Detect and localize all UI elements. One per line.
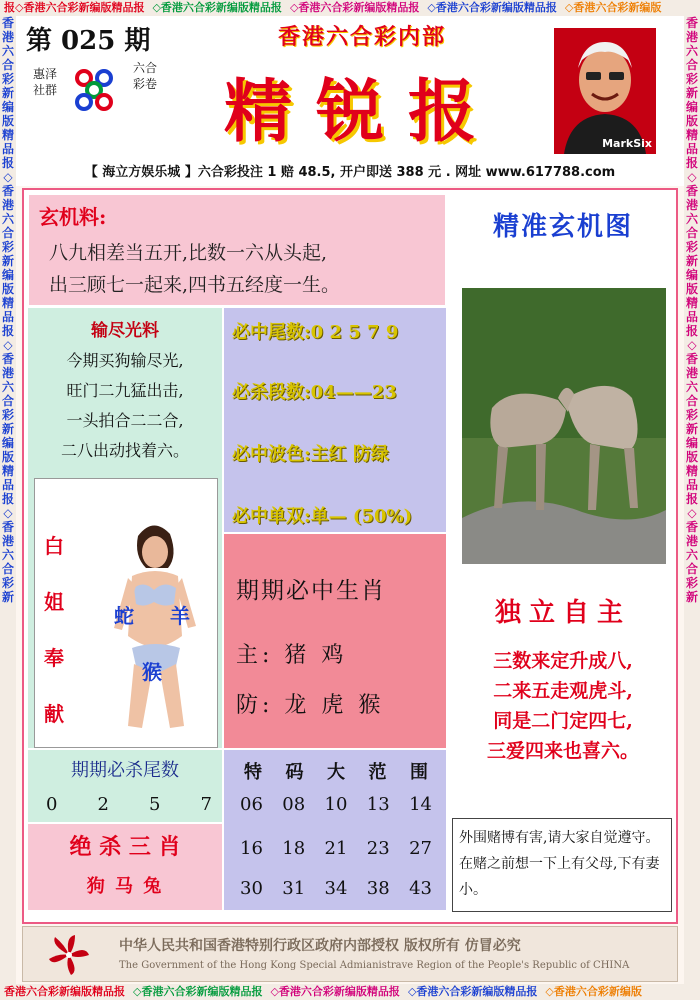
tema-header-3: 大 <box>327 762 345 783</box>
shujin-section <box>28 308 222 476</box>
issue-number: 第 025 期 <box>26 26 151 56</box>
marquee-top-1: 报◇香港六合彩新编版精品报 <box>4 1 145 14</box>
marquee-top-3: ◇香港六合彩新编版精品报 <box>289 1 420 14</box>
newspaper-title: 精锐报 <box>223 72 500 152</box>
baijie-word-1: 蛇 <box>114 604 134 628</box>
tema-header-5: 围 <box>410 762 428 783</box>
baijie-section <box>28 476 222 748</box>
footer-en: The Government of the Hong Kong Special Admianistrave Region of the People's Republic of CHINA <box>119 960 630 971</box>
bisha-digit-3: 5 <box>149 794 161 815</box>
prediction-row-3 <box>232 440 389 466</box>
duli-line-1: 三数来定升成八, <box>493 650 633 672</box>
shujin-line-2: 旺门二九猛出击, <box>66 381 184 400</box>
predictions-section <box>224 308 446 532</box>
baijie-char-4: 献 <box>44 702 64 726</box>
footer-cn: 中华人民共和国香港特别行政区政府内部授权 版权所有 仿冒必究 <box>119 938 521 954</box>
warning-box <box>452 818 672 912</box>
marquee-bottom-4: ◇香港六合彩新编版精品报 <box>407 985 538 998</box>
tema-cell: 08 <box>282 794 306 815</box>
bauhinia-emblem-icon <box>45 931 93 979</box>
tema-cell: 14 <box>409 794 432 815</box>
xuanji-tu-title: 精准玄机图 <box>492 212 633 242</box>
baijie-char-1: 白 <box>44 534 64 558</box>
lottery-balls-icon <box>70 66 118 114</box>
tema-cell: 06 <box>240 794 263 815</box>
prediction-value-1: 0 2 5 7 9 <box>310 322 399 343</box>
tema-cell: 21 <box>324 838 348 859</box>
tema-cell: 16 <box>240 838 263 859</box>
baijie-char-3: 奉 <box>44 646 64 670</box>
logo-left-text: 惠泽社群 <box>32 67 57 97</box>
rams-fighting-icon <box>462 288 666 564</box>
xuanji-section <box>28 194 446 306</box>
portrait-icon <box>554 28 656 154</box>
juesha-section <box>28 824 222 910</box>
duli-line-4: 三爱四来也喜六。 <box>486 740 639 762</box>
shengxiao-section <box>224 534 446 748</box>
tema-row <box>240 838 432 859</box>
top-marquee <box>0 0 700 16</box>
bisha-digit-4: 7 <box>200 794 212 815</box>
baijie-word-2: 羊 <box>170 604 190 628</box>
footer <box>22 926 678 982</box>
tema-cell: 10 <box>324 794 348 815</box>
tema-cell: 13 <box>366 794 390 815</box>
prediction-value-4: 单— (50%) <box>310 506 413 527</box>
shengxiao-main: 主: 猪 鸡 <box>236 643 348 668</box>
prediction-label-2: 必杀段数: <box>232 382 311 403</box>
ad-banner: 【 海立方娱乐城 】六合彩投注 1 赔 48.5, 开户即送 388 元 . 网址 www.617788.com <box>16 160 684 186</box>
tema-header <box>244 758 428 784</box>
prediction-row-4 <box>232 502 412 528</box>
bisha-tail-digits <box>46 794 212 815</box>
prediction-label-4: 必中单双: <box>232 506 311 527</box>
xuanji-poem <box>49 237 340 301</box>
shujin-line-1: 今期买狗输尽光, <box>66 351 184 370</box>
tema-cell: 23 <box>366 838 390 859</box>
left-marquee: 香港六合彩新编版精品报◇香港六合彩新编版精品报◇香港六合彩新编版精品报◇香港六合彩新 <box>0 16 16 984</box>
bisha-tail-section <box>28 750 222 822</box>
duli-title: 独立自主 <box>494 598 631 628</box>
duli-poem <box>452 646 674 766</box>
bisha-digit-2: 2 <box>97 794 109 815</box>
xuanji-line-2: 出三顾七一起来,四书五经度一生。 <box>49 274 341 296</box>
shujin-poem <box>28 346 222 466</box>
subtitle: 香港六合彩内部 <box>277 24 446 50</box>
portrait-photo <box>554 28 656 154</box>
duli-line-3: 同是二门定四七, <box>493 710 633 732</box>
xuanji-line-1: 八九相差当五开,比数一六从头起, <box>49 242 328 264</box>
baijie-word-3: 猴 <box>142 660 162 684</box>
tema-cell: 30 <box>240 878 263 899</box>
marquee-top-5: ◇香港六合彩新编版 <box>564 1 662 14</box>
tema-cell: 27 <box>409 838 432 859</box>
tema-header-4: 范 <box>368 762 387 783</box>
baijie-char-2: 姐 <box>44 590 64 614</box>
marquee-top-4: ◇香港六合彩新编版精品报 <box>427 1 557 14</box>
tema-cell: 18 <box>282 838 306 859</box>
xuanji-label: 玄机料: <box>39 205 107 229</box>
xuanji-tu-image <box>462 288 666 564</box>
bottom-marquee <box>0 984 700 1000</box>
tema-row <box>240 878 432 899</box>
warning-text: 外围赌博有害,请大家自觉遵守。在赌之前想一下上有父母,下有妻小。 <box>459 830 660 898</box>
marquee-bottom-1: 香港六合彩新编版精品报 <box>4 985 125 998</box>
prediction-label-3: 必中波色: <box>232 444 311 465</box>
tema-cell: 43 <box>409 878 432 899</box>
duli-line-2: 二来五走观虎斗, <box>493 680 633 702</box>
baijie-vertical-text <box>44 518 64 742</box>
right-marquee: 香港六合彩新编版精品报◇香港六合彩新编版精品报◇香港六合彩新编版精品报◇香港六合彩新 <box>684 16 700 984</box>
tema-cell: 34 <box>324 878 348 899</box>
prediction-row-2 <box>232 378 397 404</box>
tema-header-1: 特 <box>244 762 262 783</box>
juesha-animals: 狗 马 兔 <box>86 876 164 897</box>
tema-row <box>240 794 432 815</box>
marquee-top-2: ◇香港六合彩新编版精品报 <box>152 1 282 14</box>
tema-cell: 31 <box>282 878 306 899</box>
shujin-line-3: 一头拍合二二合, <box>66 411 184 430</box>
masthead <box>16 16 684 160</box>
marquee-bottom-2: ◇香港六合彩新编版精品报 <box>133 985 263 998</box>
shengxiao-guard: 防: 龙 虎 猴 <box>236 693 385 718</box>
tema-section <box>224 750 446 910</box>
bisha-tail-title: 期期必杀尾数 <box>71 760 179 781</box>
prediction-value-3: 主红 防绿 <box>310 444 389 465</box>
logo-right-text: 六合彩卷 <box>132 61 157 91</box>
shengxiao-title: 期期必中生肖 <box>236 578 386 604</box>
tema-cell: 38 <box>366 878 390 899</box>
photo-caption: MarkSix <box>602 137 652 150</box>
marquee-bottom-5: ◇香港六合彩新编版 <box>545 985 642 998</box>
marquee-bottom-3: ◇香港六合彩新编版精品报 <box>270 985 400 998</box>
tema-header-2: 码 <box>285 762 304 783</box>
logo-block <box>28 60 168 126</box>
shujin-line-4: 二八出动找着六。 <box>60 441 189 460</box>
prediction-row-1 <box>232 318 398 344</box>
juesha-title: 绝 杀 三 肖 <box>69 834 181 860</box>
bisha-digit-1: 0 <box>46 794 58 815</box>
shujin-title: 输尽光料 <box>91 321 159 341</box>
prediction-value-2: 04——23 <box>310 382 397 403</box>
prediction-label-1: 必中尾数: <box>232 322 311 343</box>
